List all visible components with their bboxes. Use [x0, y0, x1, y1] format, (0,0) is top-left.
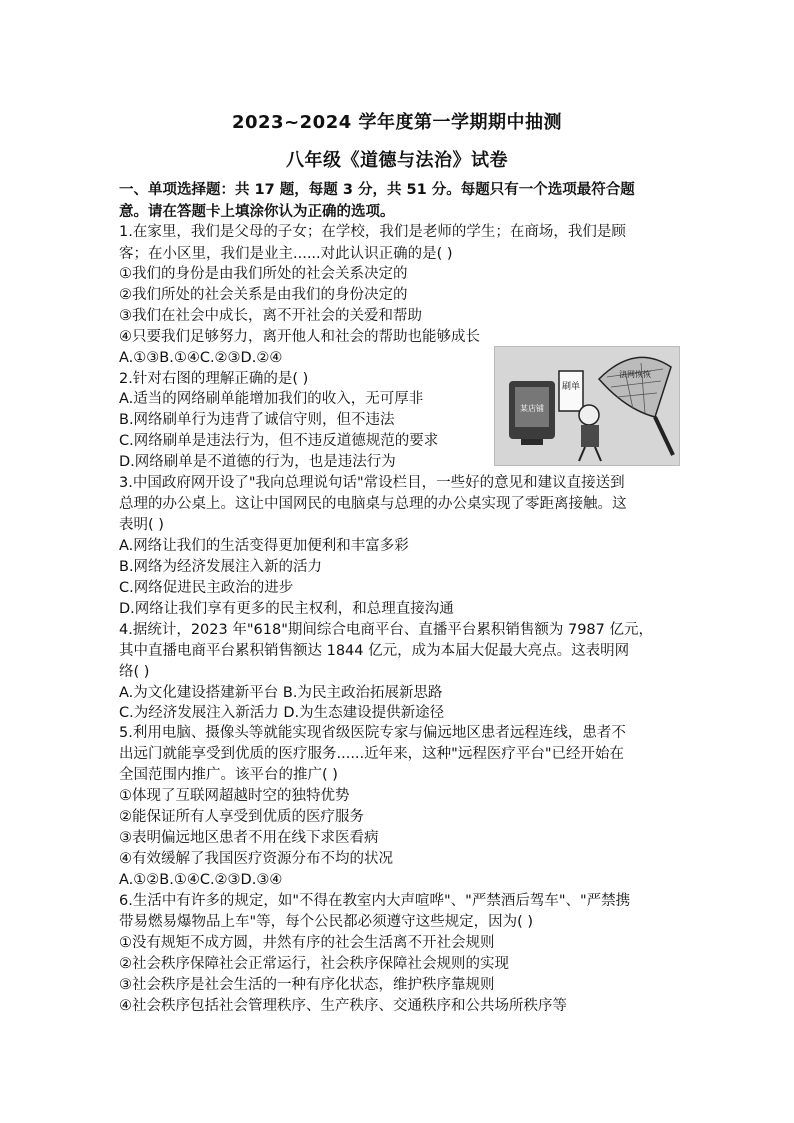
q3-option-b: B.网络为经济发展注入新的活力 — [119, 559, 323, 575]
sign-text: 刷单 — [561, 382, 581, 392]
q5-option-2: ②能保证所有人享受到优质的医疗服务 — [119, 809, 364, 825]
q1-option-3: ③我们在社会中成长，离不开社会的关爱和帮助 — [119, 308, 422, 324]
q5-stem-line-3: 全国范围内推广。该平台的推广( ) — [119, 767, 338, 783]
q5-option-3: ③表明偏远地区患者不用在线下求医看病 — [119, 830, 379, 846]
q1-choices: A.①③B.①④C.②③D.②④ — [119, 350, 283, 366]
q5-option-4: ④有效缓解了我国医疗资源分布不均的状况 — [119, 851, 393, 867]
q2-option-b: B.网络刷单行为违背了诚信守则，但不违法 — [119, 412, 395, 428]
computer-label: 某店铺 — [520, 404, 544, 413]
q4-options-cd: C.为经济发展注入新活力 D.为生态建设提供新途径 — [119, 705, 445, 721]
q4-stem-line-2: 其中直播电商平台累积销售额达 1844 亿元，成为本届大促最大亮点。这表明网 — [119, 643, 630, 659]
person-figure — [579, 405, 599, 425]
q3-option-c: C.网络促进民主政治的进步 — [119, 580, 294, 596]
section-heading-line-1: 一、单项选择题：共 17 题，每题 3 分，共 51 分。每题只有一个选项最符合题 — [119, 182, 635, 198]
q5-stem-line-2: 出远门就能享受到优质的医疗服务......近年来，这种"远程医疗平台"已经开始在 — [119, 746, 624, 762]
q4-stem-line-3: 络( ) — [119, 664, 150, 680]
q1-option-1: ①我们的身份是由我们所处的社会关系决定的 — [119, 266, 408, 282]
q6-option-3: ③社会秩序是社会生活的一种有序化状态，维护秩序靠规则 — [119, 977, 495, 993]
q2-option-d: D.网络刷单是不道德的行为，也是违法行为 — [119, 454, 396, 470]
q1-option-4: ④只要我们足够努力，离开他人和社会的帮助也能够成长 — [119, 329, 480, 345]
q6-option-4: ④社会秩序包括社会管理秩序、生产秩序、交通秩序和公共场所秩序等 — [119, 998, 567, 1014]
exam-subtitle: 八年级《道德与法治》试卷 — [286, 150, 508, 171]
q2-stem: 2.针对右图的理解正确的是( ) — [119, 371, 309, 387]
q6-option-1: ①没有规矩不成方圆，井然有序的社会生活离不开社会规则 — [119, 935, 495, 951]
q3-option-a: A.网络让我们的生活变得更加便利和丰富多彩 — [119, 538, 409, 554]
q2-option-a: A.适当的网络刷单能增加我们的收入，无可厚非 — [119, 391, 424, 407]
q6-stem-line-1: 6.生活中有许多的规定，如"不得在教室内大声喧哗"、"严禁酒后驾车"、"严禁携 — [119, 893, 631, 909]
q5-choices: A.①②B.①④C.②③D.③④ — [119, 872, 283, 888]
q2-cartoon-figure — [494, 346, 680, 466]
q3-stem-line-3: 表明( ) — [119, 517, 164, 533]
q5-stem-line-1: 5.利用电脑、摄像头等就能实现省级医院专家与偏远地区患者远程连线，患者不 — [119, 725, 626, 741]
q1-stem-line-2: 客；在小区里，我们是业主......对此认识正确的是( ) — [119, 246, 453, 262]
cartoon-illustration — [495, 347, 679, 465]
q2-option-c: C.网络刷单是违法行为，但不违反道德规范的要求 — [119, 433, 439, 449]
exam-title: 2023~2024 学年度第一学期期中抽测 — [231, 112, 563, 133]
q5-option-1: ①体现了互联网超越时空的独特优势 — [119, 788, 350, 804]
q1-stem-line-1: 1.在家里，我们是父母的子女；在学校，我们是老师的学生；在商场，我们是顾 — [119, 224, 626, 240]
section-heading-line-2: 意。请在答题卡上填涂你认为正确的选项。 — [119, 204, 395, 220]
q3-stem-line-1: 3.中国政府网开设了"我向总理说句话"常设栏目，一些好的意见和建议直接送到 — [119, 475, 625, 491]
q6-stem-line-2: 带易燃易爆物品上车"等，每个公民都必须遵守这些规定，因为( ) — [119, 914, 534, 930]
q4-options-ab: A.为文化建设搭建新平台 B.为民主政治拓展新思路 — [119, 685, 443, 701]
q3-option-d: D.网络让我们享有更多的民主权利，和总理直接沟通 — [119, 601, 454, 617]
net-text: 法网恢恢 — [619, 370, 651, 379]
q3-stem-line-2: 总理的办公桌上。这让中国网民的电脑桌与总理的办公桌实现了零距离接触。这 — [119, 496, 627, 512]
q1-option-2: ②我们所处的社会关系是由我们的身份决定的 — [119, 287, 408, 303]
q4-stem-line-1: 4.据统计，2023 年"618"期间综合电商平台、直播平台累积销售额为 7987 亿元， — [119, 622, 653, 638]
q6-option-2: ②社会秩序保障社会正常运行，社会秩序保障社会规则的实现 — [119, 956, 509, 972]
